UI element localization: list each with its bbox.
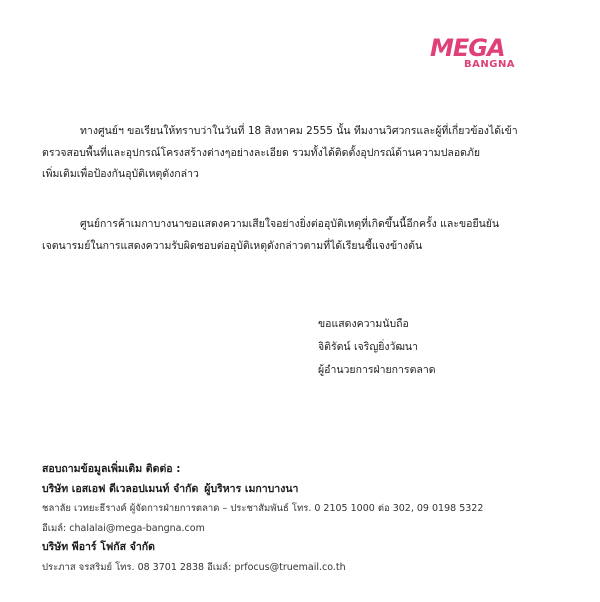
paragraph-1-line-2: ตรวจสอบพื้นที่และอุปกรณ์โครงสร้างต่างๆอย่างละเอียด รวมทั้งได้ติดตั้งอุปกรณ์ด้านความปลอดภัย: [42, 146, 481, 159]
company-1-role: ผู้บริหาร เมกาบางนา: [204, 482, 299, 495]
paragraph-2: [42, 214, 562, 257]
company-1-name: บริษัท เอสเอฟ ดีเวลอปเมนท์ จำกัด: [42, 482, 199, 495]
paragraph-2-line-2: เจตนารมย์ในการแสดงความรับผิดชอบต่ออุบัติเหตุดังกล่าวตามที่ได้เรียนชี้แจงข้างต้น: [42, 239, 423, 252]
contact-email-1[interactable]: อีเมล์: chalalai@mega-bangna.com: [42, 522, 205, 534]
contact-heading: สอบถามข้อมูลเพิ่มเติม ติดต่อ :: [42, 463, 181, 475]
contact-company-2: บริษัท พีอาร์ โฟกัส จำกัด: [42, 541, 155, 553]
signature-closing: ขอแสดงความนับถือ: [318, 318, 409, 330]
logo-main-text: MEGA: [430, 34, 505, 62]
contact-person-2: ประภาส จรสริมย์ โทร. 08 3701 2838 อีเมล์: prfocus@truemail.co.th: [42, 561, 346, 573]
contact-block: [42, 460, 483, 577]
paragraph-1-line-3: เพิ่มเติมเพื่อป้องกันอุบัติเหตุดังกล่าว: [42, 168, 199, 180]
paragraph-1-line-1: ทางศูนย์ฯ ขอเรียนให้ทราบว่าในวันที่ 18 สิงหาคม 2555 นั้น ทีมงานวิศวกรและผู้ที่เกี่ยวข้องได้เข้า: [80, 125, 518, 137]
mega-bangna-logo: [430, 34, 516, 76]
contact-person-1: ชลาลัย เวทยะธีรางค์ ผู้จัดการฝ่ายการตลาด – ประชาสัมพันธ์ โทร. 0 2105 1000 ต่อ 302, 09 0198 5322: [42, 503, 484, 514]
contact-company-1: [42, 480, 483, 500]
signature-title: ผู้อำนวยการฝ่ายการตลาด: [318, 364, 436, 376]
paragraph-1: [42, 121, 562, 186]
paragraph-2-line-1: ศูนย์การค้าเมกาบางนาขอแสดงความเสียใจอย่างยิ่งต่ออุบัติเหตุที่เกิดขึ้นนี้อีกครั้ง และขอยืนยัน: [80, 218, 500, 230]
signature-block: [318, 313, 436, 382]
logo-sub-text: BANGNA: [464, 59, 516, 70]
signature-name: จิติรัตน์ เจริญยิ่งวัฒนา: [318, 341, 419, 353]
